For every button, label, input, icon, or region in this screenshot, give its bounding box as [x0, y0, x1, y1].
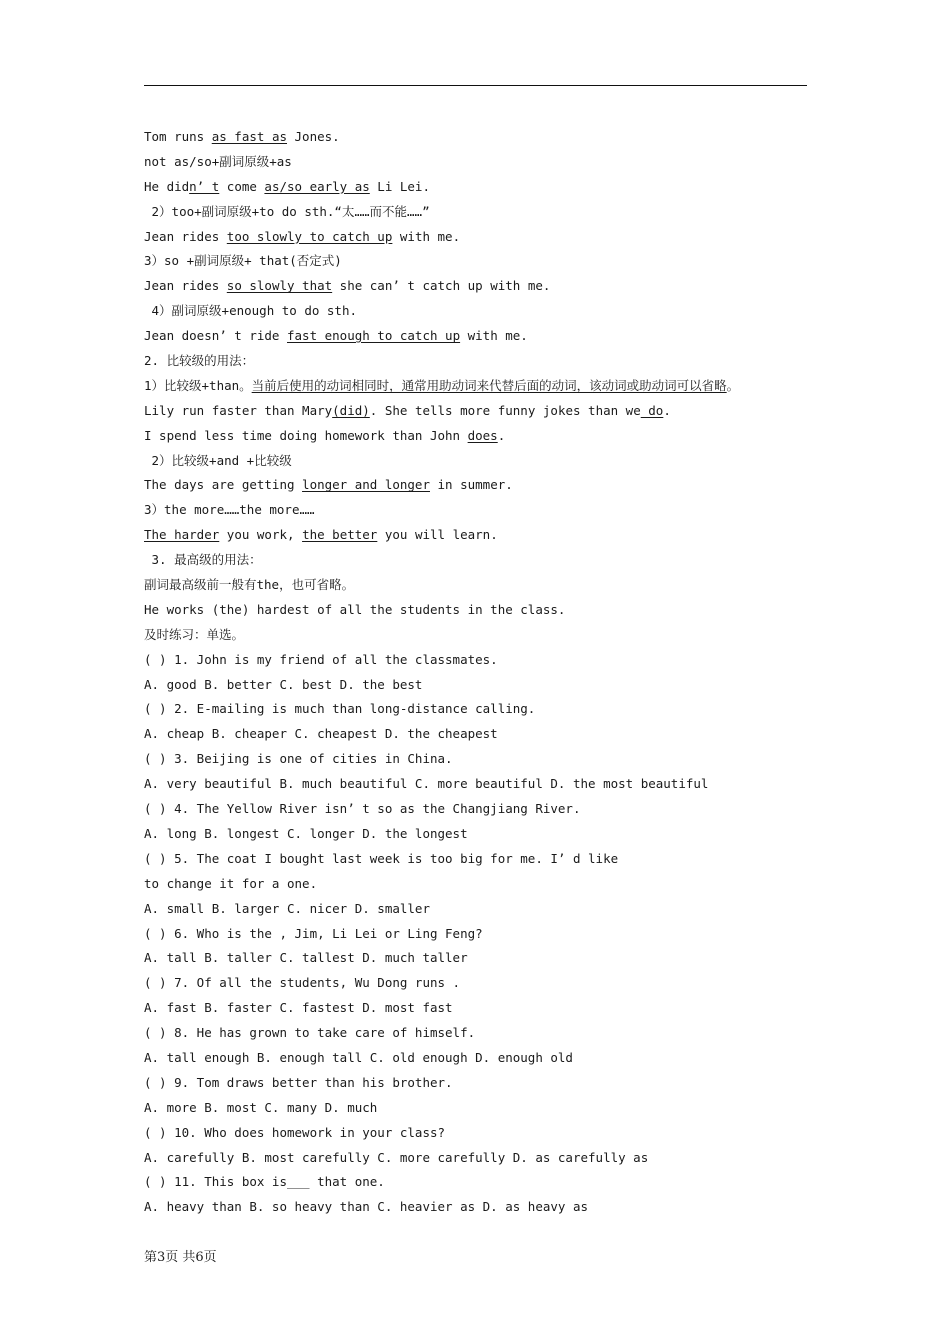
underlined-text: longer and longer	[302, 477, 430, 493]
text-segment: ( ) 4. The Yellow River isn’ t so as the Changjiang River.	[144, 801, 581, 817]
text-segment: Lily run faster than Mary	[144, 402, 333, 418]
text-segment: A. tall B. taller C. tallest D. much taller	[144, 950, 468, 966]
text-line	[144, 822, 814, 847]
text-line	[144, 1021, 814, 1046]
text-segment: you work,	[219, 527, 303, 543]
underlined-text: do	[640, 402, 664, 418]
underlined-text: too slowly to catch up	[226, 228, 393, 244]
text-segment: to change it for a one.	[144, 875, 318, 891]
text-segment: in summer.	[429, 477, 513, 493]
text-segment: ( ) 8. He has grown to take care of himself.	[144, 1025, 476, 1041]
text-segment: A. heavy than B. so heavy than C. heavier as D. as heavy as	[144, 1199, 589, 1215]
text-segment: she can’ t catch up with me.	[332, 278, 551, 294]
underlined-text: does	[467, 427, 498, 443]
text-segment: you will learn.	[377, 527, 498, 543]
text-line	[144, 697, 814, 722]
text-segment: Li Lei.	[369, 178, 430, 194]
underlined-text: The harder	[144, 527, 220, 543]
text-segment: A. good B. better C. best D. the best	[144, 676, 423, 692]
text-line	[144, 872, 814, 897]
text-segment: . She tells more funny jokes than we	[369, 402, 641, 418]
text-segment: ( ) 7. Of all the students, Wu Dong runs .	[144, 975, 461, 991]
text-line	[144, 922, 814, 947]
text-line	[144, 200, 814, 225]
text-segment: 。	[726, 377, 740, 393]
text-segment: A. long B. longest C. longer D. the longest	[144, 825, 468, 841]
text-segment: A. more B. most C. many D. much	[144, 1099, 378, 1115]
text-line	[144, 847, 814, 872]
text-line	[144, 175, 814, 200]
text-segment: 3）so +副词原级+ that(否定式)	[144, 253, 342, 269]
page-footer: 第3页 共6页	[144, 1250, 217, 1265]
text-line	[144, 299, 814, 324]
text-segment: 及时练习：单选。	[144, 626, 245, 642]
text-segment: come	[219, 178, 265, 194]
text-line	[144, 1146, 814, 1171]
text-segment: I spend less time doing homework than John	[144, 427, 468, 443]
text-line	[144, 225, 814, 250]
text-line	[144, 1195, 814, 1220]
text-segment: .	[497, 427, 506, 443]
underlined-text: (did)	[332, 402, 370, 418]
text-segment: Jones.	[287, 129, 340, 144]
text-segment: 3）the more……the more……	[144, 502, 315, 518]
text-line	[144, 399, 814, 424]
text-segment: A. carefully B. most carefully C. more carefully D. as carefully as	[144, 1149, 649, 1165]
text-line	[144, 1071, 814, 1096]
text-segment: 1）比较级+than。	[144, 377, 252, 393]
text-segment: A. fast B. faster C. fastest D. most fast	[144, 1000, 453, 1016]
text-segment: ( ) 6. Who is the , Jim, Li Lei or Ling Feng?	[144, 925, 483, 941]
text-line	[144, 424, 814, 449]
text-segment: A. very beautiful B. much beautiful C. more beautiful D. the most beautiful	[144, 776, 709, 792]
text-segment: Jean doesn’ t ride	[144, 328, 287, 344]
text-line	[144, 498, 814, 523]
text-segment: not as/so+副词原级+as	[144, 153, 292, 169]
text-segment: 2）比较级+and +比较级	[144, 452, 292, 468]
text-line	[144, 598, 814, 623]
text-line	[144, 797, 814, 822]
text-line	[144, 349, 814, 374]
text-segment: Jean rides	[144, 228, 227, 244]
text-segment: ( ) 9. Tom draws better than his brother.	[144, 1074, 453, 1090]
text-line	[144, 523, 814, 548]
text-line	[144, 449, 814, 474]
text-line	[144, 971, 814, 996]
document-body	[144, 125, 814, 1220]
text-segment: with me.	[392, 228, 461, 244]
text-line	[144, 249, 814, 274]
text-line	[144, 1170, 814, 1195]
underlined-text: n’ t	[189, 178, 220, 194]
underlined-text: so slowly that	[226, 278, 333, 294]
text-segment: ( ) 11. This box is___ that one.	[144, 1174, 385, 1190]
text-segment: ( ) 2. E-mailing is much than long-distance calling.	[144, 701, 536, 717]
text-line	[144, 548, 814, 573]
text-line	[144, 374, 814, 399]
text-segment: 3. 最高级的用法：	[144, 552, 262, 568]
text-segment: A. small B. larger C. nicer D. smaller	[144, 900, 430, 916]
text-segment: The days are getting	[144, 477, 303, 493]
text-segment: He did	[144, 178, 190, 194]
text-line	[144, 648, 814, 673]
text-segment: A. tall enough B. enough tall C. old enough D. enough old	[144, 1049, 573, 1065]
text-line	[144, 1096, 814, 1121]
text-segment: .	[663, 402, 671, 418]
text-segment: Tom runs	[144, 129, 212, 144]
text-segment: 2）too+副词原级+to do sth.“太……而不能……”	[144, 203, 430, 219]
text-segment: He works (the) hardest of all the students in the class.	[144, 601, 566, 617]
text-line	[144, 1046, 814, 1071]
text-segment: ( ) 1. John is my friend of all the classmates.	[144, 651, 498, 667]
underlined-text: 当前后使用的动词相同时，通常用助动词来代替后面的动词，该动词或助动词可以省略	[251, 377, 727, 393]
underlined-text: the better	[302, 527, 378, 543]
text-line	[144, 673, 814, 698]
text-segment: A. cheap B. cheaper C. cheapest D. the cheapest	[144, 726, 498, 742]
text-line	[144, 747, 814, 772]
text-line	[144, 946, 814, 971]
text-line	[144, 772, 814, 797]
text-segment: 4）副词原级+enough to do sth.	[144, 303, 358, 319]
text-line	[144, 125, 814, 150]
text-line	[144, 897, 814, 922]
text-segment: 2. 比较级的用法：	[144, 353, 255, 369]
text-line	[144, 722, 814, 747]
text-line	[144, 623, 814, 648]
text-line	[144, 150, 814, 175]
text-line	[144, 1121, 814, 1146]
text-line	[144, 274, 814, 299]
text-segment: ( ) 3. Beijing is one of cities in China.	[144, 751, 453, 767]
text-segment: with me.	[460, 328, 528, 344]
text-segment: ( ) 10. Who does homework in your class?	[144, 1124, 446, 1140]
text-line	[144, 473, 814, 498]
underlined-text: fast enough to catch up	[287, 328, 461, 344]
underlined-text: as fast as	[211, 129, 287, 144]
underlined-text: as/so early as	[264, 178, 370, 194]
text-segment: ( ) 5. The coat I bought last week is too big for me. I’ d like	[144, 850, 619, 866]
text-line	[144, 996, 814, 1021]
text-line	[144, 324, 814, 349]
header-rule	[144, 85, 807, 86]
text-line	[144, 573, 814, 598]
text-segment: 副词最高级前一般有the，也可省略。	[144, 577, 355, 593]
text-segment: Jean rides	[144, 278, 227, 294]
